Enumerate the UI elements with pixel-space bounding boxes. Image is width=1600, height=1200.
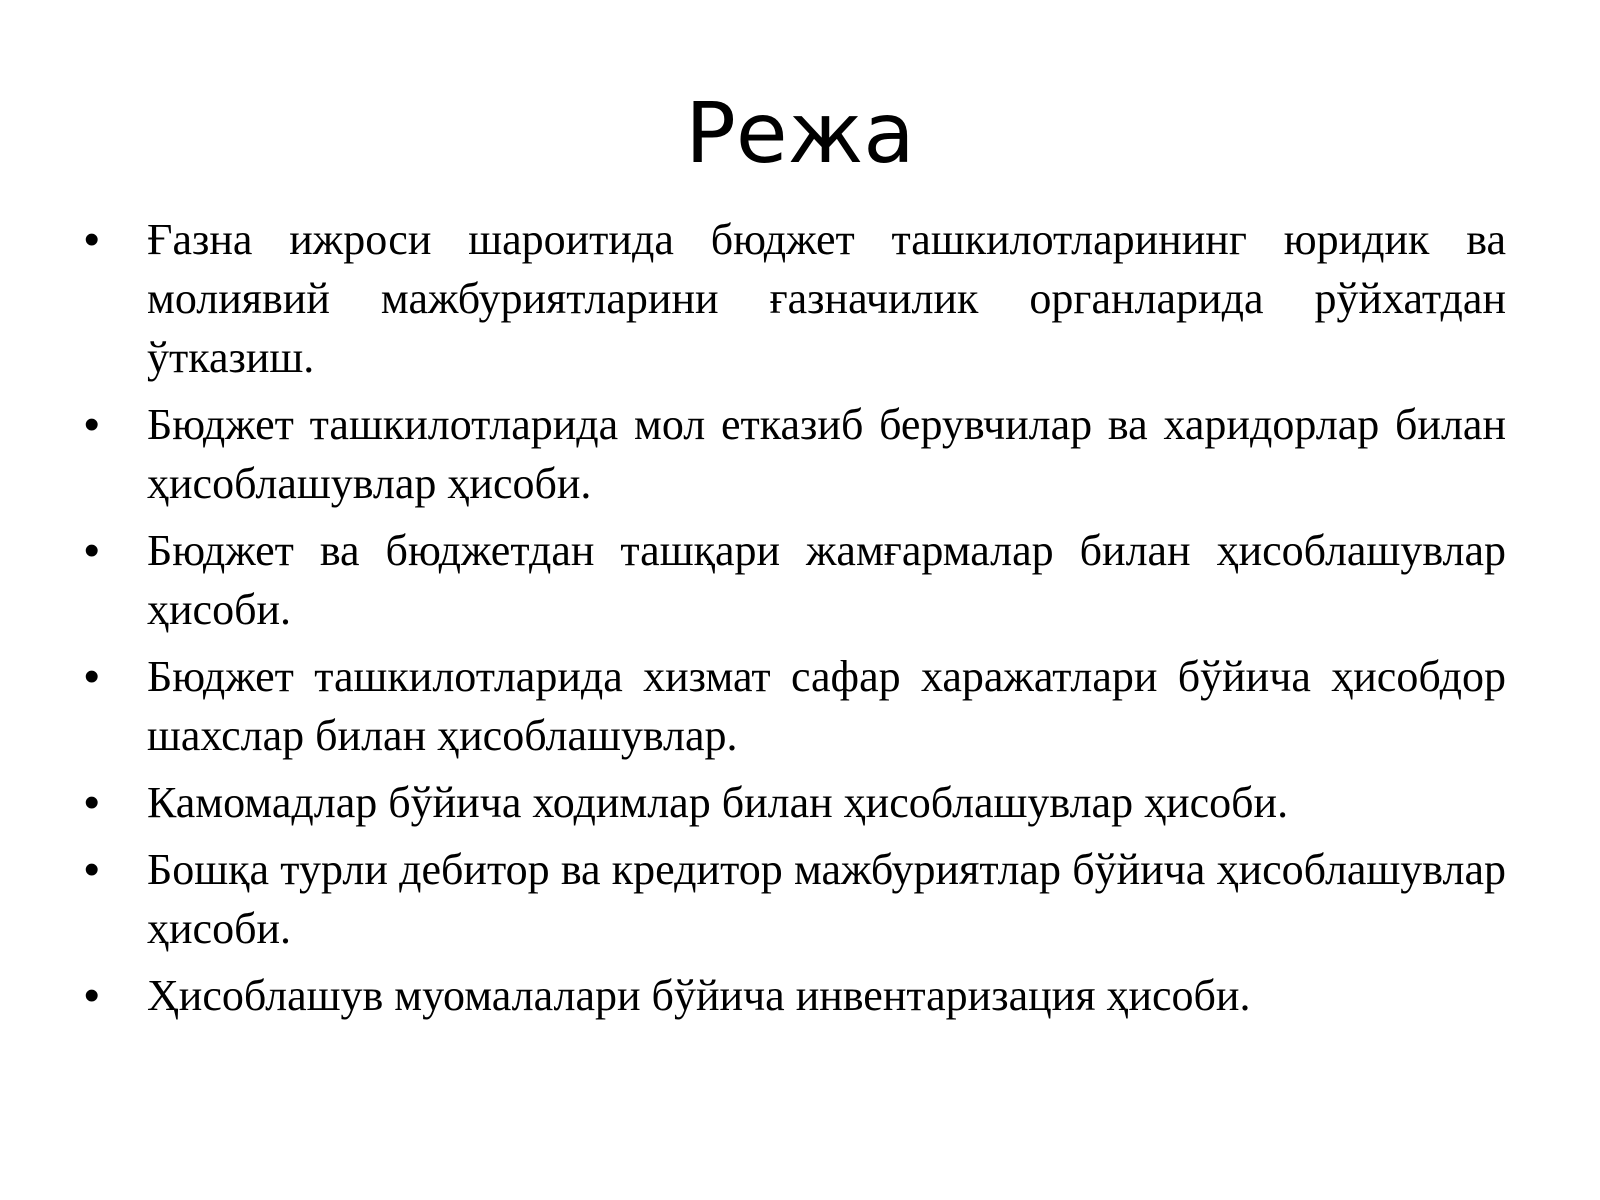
bullet-item: • Бюджет ташкилотларида хизмат сафар харажатлари бўйича ҳисобдор шахслар билан ҳисоблашувлар. xyxy=(84,647,1506,765)
bullet-item: • Бюджет ташкилотларида мол етказиб берувчилар ва харидорлар билан ҳисоблашувлар ҳисоби. xyxy=(84,395,1506,513)
slide-title: Режа xyxy=(685,84,915,182)
bullet-item: • Бюджет ва бюджетдан ташқари жамғармалар билан ҳисоблашувлар ҳисоби. xyxy=(84,521,1506,639)
bullet-item: • Ҳисоблашув муомалалари бўйича инвентаризация ҳисоби. xyxy=(84,966,1506,1025)
bullet-list xyxy=(84,210,1506,1033)
bullet-item: • Бошқа турли дебитор ва кредитор мажбуриятлар бўйича ҳисоблашувлар ҳисоби. xyxy=(84,840,1506,958)
bullet-item: • Камомадлар бўйича ходимлар билан ҳисоблашувлар ҳисоби. xyxy=(84,773,1506,832)
bullet-item: • Ғазна ижроси шароитида бюджет ташкилотларининг юридик ва молиявий мажбуриятларини ғазначилик органларида рўйхатдан ўтказиш. xyxy=(84,210,1506,387)
